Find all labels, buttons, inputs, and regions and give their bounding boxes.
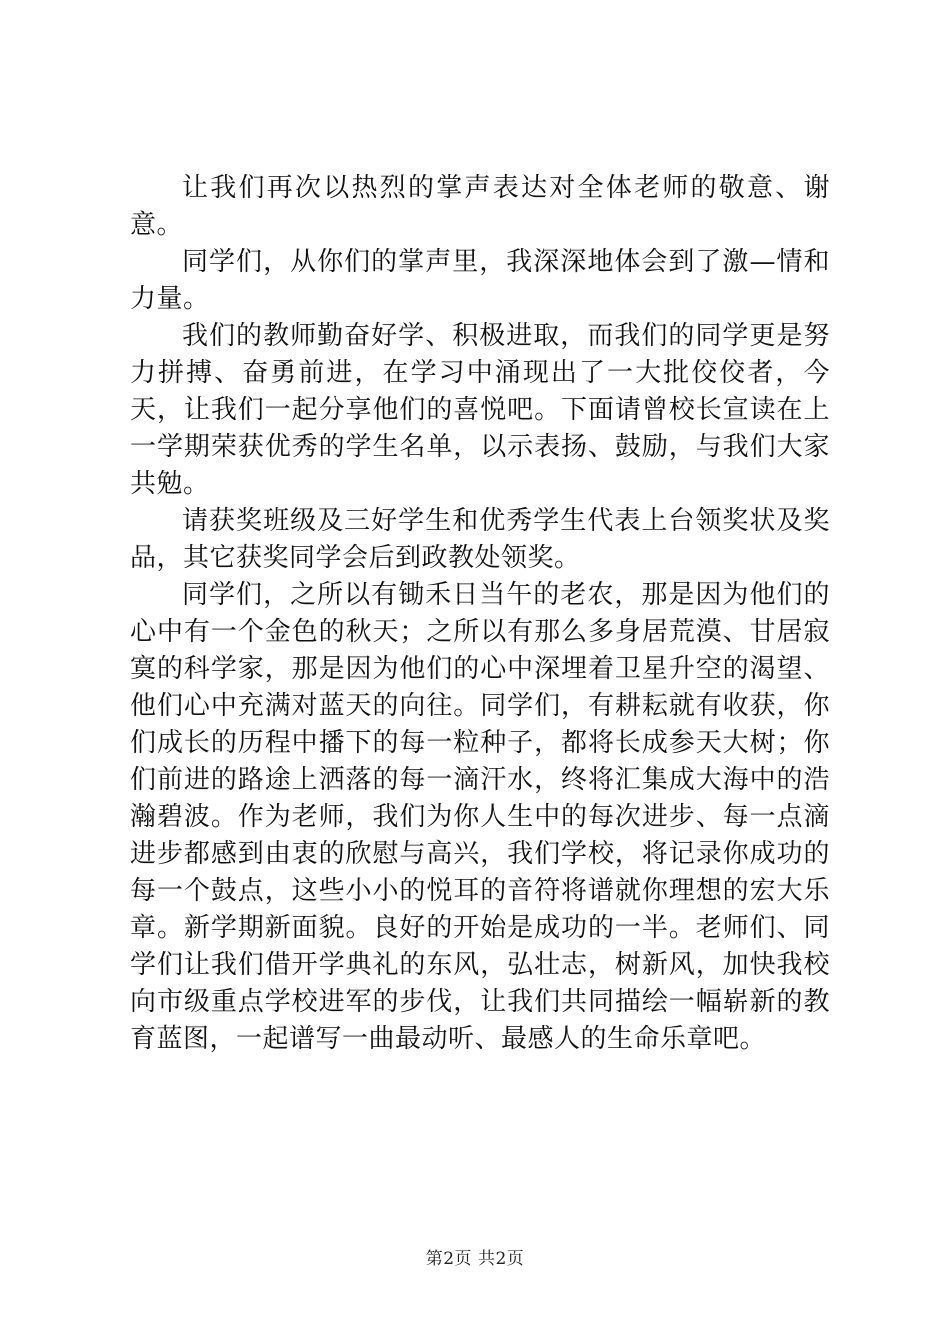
paragraph-award-ceremony: 请获奖班级及三好学生和优秀学生代表上台领奖状及奖品，其它获奖同学会后到政教处领奖。: [130, 506, 830, 573]
paragraph-applause-thanks: 让我们再次以热烈的掌声表达对全体老师的敬意、谢意。: [130, 173, 830, 240]
paragraph-honor-list: 我们的教师勤奋好学、积极进取，而我们的同学更是努力拼搏、奋勇前进，在学习中涌现出了一大批佼佼者，今天，让我们一起分享他们的喜悦吧。下面请曾校长宣读在上一学期荣获优秀的学生名单，以示表扬、鼓励，与我们大家共勉。: [130, 321, 830, 499]
page-number-footer: 第2页 共2页: [425, 1249, 525, 1269]
paragraph-closing-speech: 同学们，之所以有锄禾日当午的老农，那是因为他们的心中有一个金色的秋天；之所以有那么多身居荒漠、甘居寂寞的科学家，那是因为他们的心中深埋着卫星升空的渴望、他们心中充满对蓝天的向往。同学们，有耕耘就有收获，你们成长的历程中播下的每一粒种子，都将长成参天大树；你们前进的路途上洒落的每一滴汗水，终将汇集成大海中的浩瀚碧波。作为老师，我们为你人生中的每次进步、每一点滴进步都感到由衷的欣慰与高兴，我们学校，将记录你成功的每一个鼓点，这些小小的悦耳的音符将谱就你理想的宏大乐章。新学期新面貌。良好的开始是成功的一半。老师们、同学们让我们借开学典礼的东风，弘壮志，树新风，加快我校向市级重点学校进军的步伐，让我们共同描绘一幅崭新的教育蓝图，一起谱写一曲最动听、最感人的生命乐章吧。: [130, 580, 830, 1054]
document-body: [130, 170, 830, 1058]
paragraph-students-applause: 同学们，从你们的掌声里，我深深地体会到了激—情和力量。: [130, 247, 830, 314]
